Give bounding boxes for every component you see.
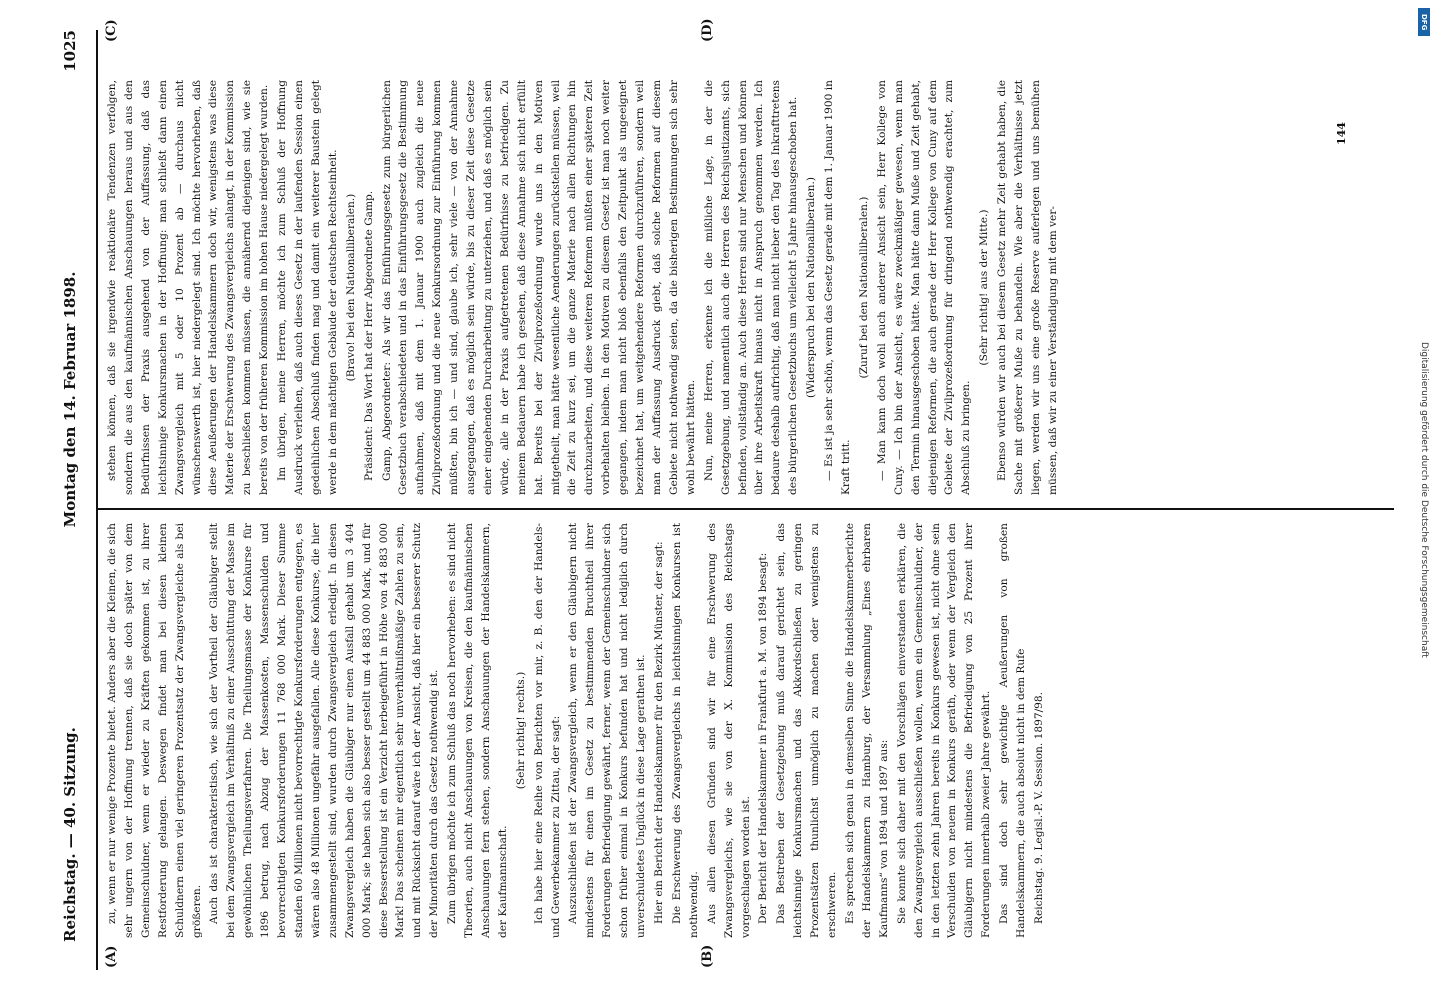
paragraph: Zum übrigen möchte ich zum Schluß das noch hervorheben: es sind nicht Theorien, auch nicht Anschauungen von Kreisen, die den kaufmännischen Anschauungen fern stehen, sondern Anschauungen der Handelskammern, der Kaufmannschaft.: [446, 523, 509, 938]
margin-marker-d: (D): [700, 18, 715, 42]
speaker-line: Präsident: Das Wort hat der Herr Abgeordnete Gamp.: [362, 190, 375, 481]
paragraph: Gamp, Abgeordneter: Als wir das Einführungsgesetz zum bürgerlichen Gesetzbuch verabschiedeten und in das Einführungsgesetz die Bestimmung aufnahmen, daß mit dem 1. Januar 1900 auch zugleich die neue Zivilprozeßordnung und die neue Konkursordnung zur Einführung kommen müßten, bin ich — und sind, glaube ich, sehr viele — von der Annahme ausgegangen, daß es möglich sein würde, bis zu dieser Zeit diese Gesetze einer eingehenden Durcharbeitung zu unterziehen, und daß es möglich sein würde, alle in der Praxis aufgetretenen Bedürfnisse zu befriedigen. Zu meinem Bedauern habe ich gesehen, daß diese Annahme sich nicht erfüllt hat. Bereits bei der Zivilprozeßordnung wurde uns in den Motiven mitgetheilt, man hätte wesentliche Aenderungen zurückstellen müssen, weil die Zeit zu kurz sei, um die ganze Materie nach allen Richtungen hin durchzuarbeiten, und diese weiteren Reformen müßten einer späteren Zeit vorbehalten bleiben. In den Motiven zu diesem Gesetz ist man noch weiter gegangen, indem man nicht bloß ebenfalls den Zeitpunkt als ungeeignet bezeichnet hat, um weitgehendere Reformen durchzuführen, sondern weil man der Auffassung Ausdruck giebt, daß solche Reformen auf diesem Gebiete nicht nothwendig seien, da die bisherigen Bestimmungen sich sehr wohl bewährt hätten.: [380, 80, 697, 495]
paragraph: Aus allen diesen Gründen sind wir für eine Erschwerung des Zwangsvergleichs, wie sie von der X. Kommission des Reichstags vorgeschlagen worden ist.: [705, 523, 752, 938]
right-column: [104, 80, 1063, 495]
paragraph: Der Bericht der Handelskammer in Frankfurt a. M. von 1894 besagt:: [757, 552, 770, 924]
header-date: Montag den 14. Februar 1898.: [61, 271, 79, 528]
header-session: Reichstag. — 40. Sitzung.: [61, 727, 79, 942]
dfg-logo: DFG: [1418, 8, 1430, 36]
paragraph: Im übrigen, meine Herren, möchte ich zum Schluß der Hoffnung Ausdruck verleihen, daß auch dieses Gesetz in der laufenden Session einen gedeihlichen Abschluß finden mag und damit ein weiterer Baustein gelegt werde in dem mächtigen Gebäude der deutschen Rechtseinheit.: [276, 80, 339, 495]
paragraph: Ebenso würden wir auch bei diesem Gesetz mehr Zeit gehabt haben, die Sache mit größerer Muße zu behandeln. Wie aber die Verhältnisse jetzt liegen, werden wir uns eine große Reserve auferlegen und uns bemühen müssen, daß wir zu einer Verständigung mit dem ver-: [996, 80, 1059, 495]
paragraph: Das sind doch sehr gewichtige Aeußerungen von großen Handelskammern, die auch absolut nicht in dem Rufe: [998, 523, 1028, 938]
header-page-number: 1025: [61, 30, 79, 72]
paragraph: — Es ist ja sehr schön, wenn das Gesetz gerade mit dem 1. Januar 1900 in Kraft tritt.: [823, 80, 852, 495]
margin-marker-a: (A): [104, 945, 119, 968]
paragraph: Hier ein Bericht der Handelskammer für den Bezirk Münster, der sagt:: [653, 541, 665, 924]
interjection: (Sehr richtig! rechts.): [514, 671, 527, 790]
quotation: Sie konnte sich daher mit den Vorschlägen einverstanden erklären, die den Zwangsvergleich ausschließen wollen, wenn ein Gemeinschuldner, der in den letzten zehn Jahren bereits in Konkurs gewesen ist, nicht ohne sein Verschulden von neuem in Konkurs geräth, oder wenn der Vergleich den Gläubigern nicht mindestens die Befriedigung von 25 Prozent ihrer Forderungen innerhalb zweier Jahre gewährt.: [895, 523, 993, 938]
footer-note: Reichstag. 9. Legisl.-P. V. Session. 1897/98.: [1032, 692, 1045, 924]
header-rule: [96, 30, 98, 970]
paragraph: zu, wenn er nur wenige Prozente bietet. Anders aber die Kleinen, die sich sehr ungern von der Hoffnung trennen, daß sie doch später von dem Gemeinschuldner, wenn er wieder zu Kräften gekommen ist, zu ihrer Restforderung gelangen. Deswegen findet man bei diesen kleinen Schuldnern einen viel geringeren Prozentsatz der Zwangsvergleiche als bei größeren.: [106, 523, 203, 938]
quotation: Die Erschwerung des Zwangsvergleichs in leichtsinnigen Konkursen ist nothwendig.: [670, 523, 700, 938]
paragraph: Es sprechen sich genau in demselben Sinne die Handelskammerberichte der Handelskammern zu Hamburg, der Versammlung „Eines ehrbaren Kaufmanns“ von 1894 und 1897 aus:: [843, 523, 890, 938]
left-column: [104, 523, 1049, 938]
quotation: Das Bestreben der Gesetzgebung muß darauf gerichtet sein, das leichtsinnige Konkursmachen und das Akkordschließen zu geringen Prozentsätzen thunlichst unmöglich zu machen oder wenigstens zu erschweren.: [775, 523, 839, 938]
interjection: (Zuruf bei den Nationalliberalen.): [857, 196, 870, 379]
margin-marker-c: (C): [104, 19, 119, 42]
paragraph: Nun, meine Herren, erkenne ich die mißliche Lage, in der die Gesetzgebung, und namentlich auch die Herren des Reichsjustizamts, sich befinden, vollständig an. Auch diese Herren sind nur Menschen und können über ihre Arbeitskraft hinaus nicht in Anspruch genommen werden. Ich bedaure deshalb aufrichtig, daß man nicht lieber den Tag des Inkrafttretens des bürgerlichen Gesetzbuchs um vielleicht 5 Jahre hinausgeschoben hat.: [702, 80, 800, 495]
interjection: (Bravo! bei den Nationalliberalen.): [344, 193, 357, 382]
signature-number: 144: [1335, 122, 1348, 145]
paragraph: Ich habe hier eine Reihe von Berichten vor mir, z. B. den der Handels- und Gewerbekammer zu Zittau, der sagt:: [532, 523, 562, 938]
paragraph: — Man kann doch wohl auch anderer Ansicht sein, Herr Kollege von Cuny. — Ich bin der Ansicht, es wäre zweckmäßiger gewesen, wenn man den Termin hinausgeschoben hätte. Man hätte dann Muße und Zeit gehabt, diejenigen Reformen, die auch gerade der Herr Kollege von Cuny auf dem Gebiete der Zivilprozeßordnung für dringend nothwendig erachtet, zum Abschluß zu bringen.: [875, 80, 973, 495]
paragraph: Auch das ist charakteristisch, wie sich der Vortheil der Gläubiger stellt bei dem Zwangsvergleich im Verhältniß zu einer Ausschüttung der Masse im gewöhnlichen Theilungsverfahren. Die Theilungsmasse der Konkurse für 1896 betrug, nach Abzug der Massenkosten, Massenschulden und bevorrechtigten Konkursforderungen 11 768 000 Mark. Dieser Summe standen 60 Millionen nicht bevorrechtigte Konkursforderungen entgegen, es wären also 48 Millionen ungefähr ausgefallen. Alle diese Konkurse, die hier zusammengestellt sind, wurden durch Zwangsvergleich erledigt. In diesen Zwangsvergleich haben die Gläubiger nur einen Ausfall gehabt um 3 404 000 Mark; sie haben sich also besser gestellt um 44 883 000 Mark, und für diese Besserstellung ist ein Verzicht herbeigeführt in Höhe von 44 883 000 Mark! Das scheinen mir eigentlich sehr unverhältnißmäßige Zahlen zu sein, und mit Rücksicht darauf wäre ich der Ansicht, daß hier ein besserer Schutz der Minoritäten durch das Gesetz nothwendig ist.: [208, 523, 441, 938]
paragraph: stehen können, daß sie irgendwie reaktionäre Tendenzen verfolgen, sondern die aus den kaufmännischen Anschauungen heraus und aus den Bedürfnissen der Praxis ausgehend von der Auffassung, daß das leichtsinnige Konkursmachen in der Hoffnung: man schließt dann einen Zwangsvergleich mit 5 oder 10 Prozent ab — durchaus nicht wünschenswerth ist, hier niedergelegt sind. Ich möchte hervorheben, daß diese Aeußerungen der Handelskammern doch wir, wenigstens was diese Materie der Erschwerung des Zwangsvergleichs anlangt, in der Kommission zu beschließen kommen müssen, die annähernd diejenigen sind, wie sie bereits von der früheren Kommission im hohen Hause niedergelegt wurden.: [106, 80, 271, 495]
interjection: (Widerspruch bei den Nationalliberalen.): [805, 177, 818, 398]
margin-marker-b: (B): [700, 944, 715, 968]
column-divider: [98, 508, 1394, 510]
interjection: (Sehr richtig! aus der Mitte.): [978, 209, 991, 366]
page-header: [46, 30, 94, 942]
credit-text: Digitalisierung gefördert durch die Deutsche Forschungsgemeinschaft: [1419, 342, 1429, 658]
quotation: Auszuschließen ist der Zwangsvergleich, wenn er den Gläubigern nicht mindestens für einen im Gesetz zu bestimmenden Bruchtheil ihrer Forderungen Befriedigung gewährt, ferner, wenn der Gemeinschuldner sich schon früher einmal in Konkurs befunden hat und nicht lediglich durch unverschuldetes Unglück in diese Lage gerathen ist.: [567, 523, 648, 938]
digitization-credit: [1414, 0, 1434, 1000]
